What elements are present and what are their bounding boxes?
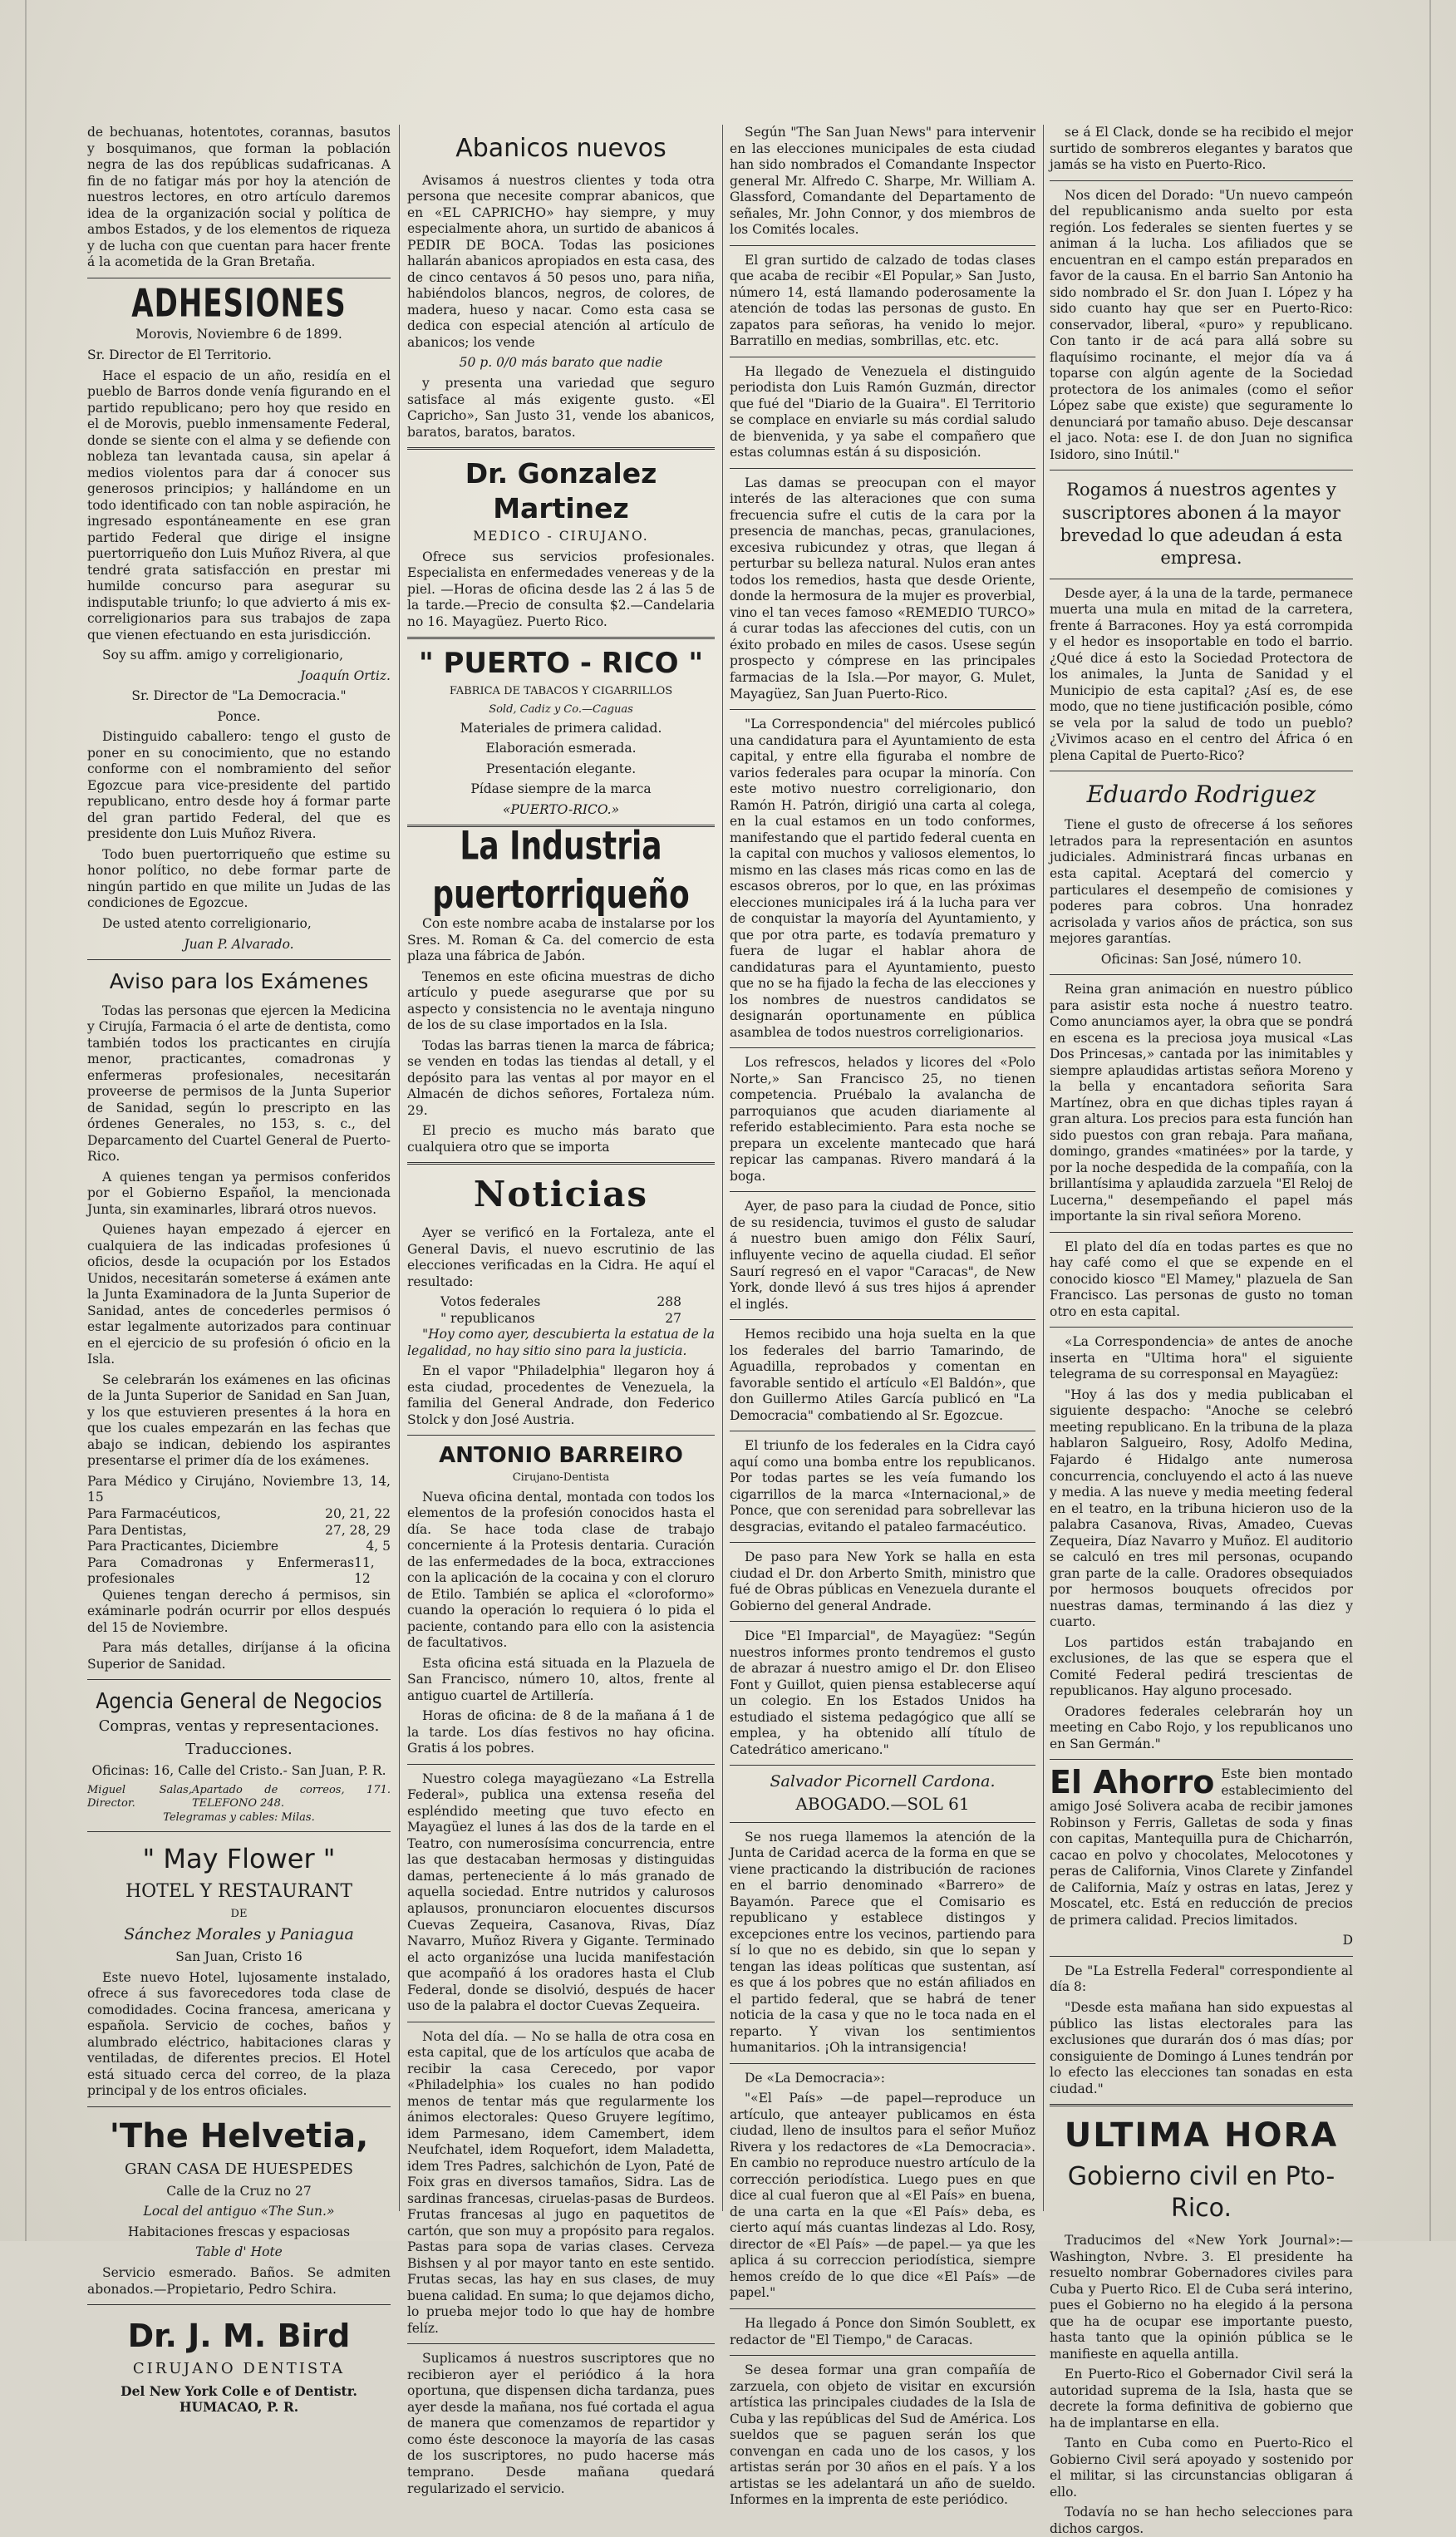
exam-row: [87, 1506, 391, 1523]
divider: [1050, 1759, 1353, 1760]
ad-heading-abanicos: Abanicos nuevos: [455, 134, 667, 163]
article-text: Tenemos en este oficina muestras de dicho artículo y puede asegurarse que por su aspecto y consistencia no le aventaja ninguno de los de su clase importados en la Isla.: [407, 968, 715, 1033]
ad-subtitle: GRAN CASA DE HUESPEDES: [124, 2160, 353, 2179]
ad-line: Elaboración esmerada.: [485, 741, 637, 756]
article-text: "Desde esta mañana han sido expuestas al público las listas electorales para las exclusiones que durarán dos ó mas días; por consiguiente de Domingo á Lunes tendrán por lo efecto las elecciones tan sonadas en esta ciudad.": [1050, 1999, 1353, 2096]
article-text: Los refrescos, helados y licores del «Polo Norte,» San Francisco 25, no tienen competencia. Pruébalo la avalancha de parroquianos que acuden diariamente al referido establecimiento. Para esta noche se prepara un excelente mantecado que hará repicar las campanas. Rivero mandará á la boga.: [730, 1055, 1035, 1184]
ad-text: Avisamos á nuestros clientes y toda otra persona que necesite comprar abanicos, que en «EL CAPRICHO» hay siempre, y muy especialmente ahora, un surtido de abanicos á PEDIR DE BOCA. Todas las posiciones hallarán abanicos apropiados en esta casa, des de cinco centavos á 50 pesos uno, para niña, habiéndolos blancos, negros, de colores, de madera, hueso y nacar. Como esta casa se dedica con especial atención al artículo de abanicos; los vende: [407, 172, 715, 350]
letter-text: Todo buen puertorriqueño que estime su honor político, no debe formar parte de ningún partido en que milite un Judas de las condiciones de Egozcue.: [87, 846, 391, 911]
ad-heading-helvetia: 'The Helvetia,: [109, 2116, 369, 2155]
divider: [730, 2308, 1035, 2309]
ad-director: Miguel Salas, Director.: [87, 1783, 192, 1810]
section-heading-adhesiones: ADHESIONES: [131, 281, 347, 327]
article-intro: De «La Democracia»:: [745, 2070, 886, 2086]
letter-closing: De usted atento correligionario,: [102, 916, 312, 931]
divider: [730, 1822, 1035, 1823]
exam-schedule: [87, 1474, 391, 1588]
ad-note: Local del antiguo «The Sun.»: [143, 2204, 335, 2219]
vote-label: Votos federales: [440, 1294, 541, 1310]
ad-subtitle: CIRUJANO DENTISTA: [132, 2359, 346, 2377]
salutation: Sr. Director de "La Democracia.": [131, 688, 347, 704]
ad-subtitle: Traducciones.: [185, 1740, 293, 1758]
divider: [1050, 974, 1353, 975]
article-text: Ha llegado á Ponce don Simón Soublett, ex redactor de "El Tiempo," de Caracas.: [730, 2316, 1035, 2347]
exam-label: Para Farmacéuticos,: [87, 1506, 221, 1521]
article-text: Nota del día. — No se halla de otra cosa en esta capital, que de los artículos que acaba de recibir la casa Cerecedo, por vapor «Philadelphia» los cuales no han podido menos de tentar más que regularmente los ánimos electorales: Queso Gruyere legítimo, idem Parmesano, idem Camembert, idem Neufchatel, idem Roquefort, idem Maladetta, idem Tres Padres, salchichón de Lyon, Paté de Foix gras en diversos tamaños, Sidra. Las de sardinas francesas, ciruelas-pasas de Burdeos. Frutas francesas al jugo en paquetitos de cartón, que son muy a propósito para regalos. Pastas para sopa de varias clases. Cerveza Bishsen y al por mayor tanto en este sentido. Frutas secas, las hay en sus clases, de muy buena calidad. En suma; lo que dejamos dicho, lo prueba mejor todo lo que hay de hombre felíz.: [407, 2028, 715, 2336]
ad-subtitle: Sold, Cadiz y Co.—Caguas: [489, 702, 633, 716]
divider: [87, 2106, 391, 2107]
article-text: El gran surtido de calzado de todas clases que acaba de recibir «El Popular,» San Justo, número 14, está llamando poderosamente la atención de todas las personas de gusto. En zapatos para señoras, ha venido lo mejor. Barratillo en medias, sombrillas, etc. etc.: [730, 252, 1035, 349]
notice-text: Quienes hayan empezado á ejercer en cualquiera de las indicadas profesiones ú oficios, desde la ocupación por los Estados Unidos, necesitarán someterse á exámen ante la Junta Examinadora de la Junta Superior de Sanidad, antes de concederles permisos ó estar legalmente autorizados para continuar en el ejercicio de su profesión ó oficio en la Isla.: [87, 1222, 391, 1367]
exam-row: [87, 1539, 391, 1555]
divider: [730, 2355, 1035, 2356]
article-text: "Hoy á las dos y media publicaban el siguiente despacho: "Anoche se celebró meeting republicano. En la tribuna de la plaza hablaron Salgueiro, Rosy, Adolfo Medina, Fajardo é Hidalgo ante numerosa concurrencia, concluyendo el acto á las nueve y media. A las nueve y media meeting federal en el teatro, en la tribuna hicieron uso de la palabra Casanova, Rivas, Amadeo, Cuevas Zequeira, Díaz Navarro y Muñoz. El auditorio se calculó en tres mil personas, ocupando gran parte de la calle. Oradores obsequiados por hermosos bouquets ofrecidos por nuestras damas, terminando á las diez y cuarto.: [1050, 1387, 1353, 1630]
divider: [407, 2343, 715, 2344]
divider: [730, 2063, 1035, 2064]
dateline: Morovis, Noviembre 6 de 1899.: [135, 327, 342, 342]
divider: [730, 1542, 1035, 1543]
divider: [87, 959, 391, 960]
ad-text: Esta oficina está situada en la Plazuela de San Francisco, número 10, altos, frente al antiguo cuartel de Artillería.: [407, 1655, 715, 1703]
divider: [87, 1679, 391, 1680]
signature: Juan P. Alvarado.: [184, 936, 294, 952]
film-scratch: [1429, 0, 1431, 2241]
article-text: Oradores federales celebrarán hoy un meeting en Cabo Rojo, y los republicanos uno en San Germán.": [1050, 1703, 1353, 1751]
section-heading-ultima-hora: ULTIMA HORA: [1064, 2116, 1339, 2155]
ad-heading-gonzalez: Dr. Gonzalez Martinez: [465, 457, 657, 525]
ad-text: Horas de oficina: de 8 de la mañana á 1 de la tarde. Los días festivos no hay oficina. Gratis á los pobres.: [407, 1708, 715, 1756]
ad-line: Pídase siempre de la marca: [470, 781, 652, 797]
article-text: "La Correspondencia" del miércoles publicó una candidatura para el Ayuntamiento de esta capital, y entre ella figuraba el nombre de varios federales para ocupar la minoría. Con este motivo nuestro correligionario, don Ramón H. Patrón, dirigió una carta al colega, en la cual estamos en un todo conformes, manifestando que el partido federal cuenta en la capital con muchos y valiosos elementos, lo mismo en las clases más ricas como en las de escasos obreros, por lo que, en las próximas elecciones municipales irá á la lucha para ver de conquistar la mayoría del Ayuntamiento, y que por otra parte, es todavía prematuro y fuera de lugar el hablar ahora de candidaturas para el Ayuntamiento, puesto que no se ha fijado la fecha de las elecciones y los nombres de nuestros candidatos se designarán oportunamente en pública asamblea de todos nuestros correligionarios.: [730, 717, 1035, 1040]
ad-heading-puerto-rico: " PUERTO - RICO ": [418, 647, 704, 681]
ad-owners: Sánchez Morales y Paniagua: [124, 1925, 354, 1944]
divider: [1050, 1232, 1353, 1233]
exam-row: [87, 1474, 391, 1506]
ad-mark: D: [1342, 1933, 1353, 1948]
ad-text: Servicio esmerado. Baños. Se admiten abonados.—Propietario, Pedro Schira.: [87, 2265, 391, 2297]
divider: [87, 2304, 391, 2305]
letter-text: Hace el espacio de un año, residía en el pueblo de Barros donde venía figurando en el partido republicano; pero hoy que resido en el de Morovis, pueblo inmensamente Federal, donde se siente con el alma y se defiende con nobleza tan levantada causa, sin apelar á medios violentos para dar á conocer sus generosos principios; y hallándome en un todo identificado con tan noble aspiración, he ingresado espontáneamente en ese gran partido Federal que dirige el insigne puertorriqueño don Luis Muñoz Rivera, al que tendré grata satisfacción en prestar mi humilde concurso para asegurar su indisputable triunfo; lo que advierto á mis ex-correligionarios para sus trabajos de zapa que vienen efectuando en esta jurisdicción.: [87, 367, 391, 643]
column-3: [730, 125, 1035, 2508]
ad-subtitle: Compras, ventas y representaciones.: [98, 1717, 380, 1735]
vote-row: [407, 1294, 715, 1311]
exam-label: Para Comadronas y Enfermeras profesionales: [87, 1554, 355, 1587]
article-text: En Puerto-Rico el Gobernador Civil será la autoridad suprema de la Isla, hasta que se decrete la forma definitiva de gobierno que ha de implantarse en ella.: [1050, 2367, 1353, 2431]
article-text: Traducimos del «New York Journal»:—Washington, Nvbre. 3. El presidente ha resuelto nombrar Gobernadores civiles para Cuba y Puerto Rico. El de Cuba será interino, pues el Gobierno no ha elegido á la persona que ha de ocupar ese importante puesto, hasta tanto que la opinión pública se le manifieste en aquella antilla.: [1050, 2233, 1353, 2362]
ad-price: 50 p. 0/0 más barato que nadie: [459, 355, 663, 371]
article-text: Nos dicen del Dorado: "Un nuevo campeón del republicanismo anda suelto por esta región. Los federales se sienten fuertes y se animan á la lucha. Los afiliados que se encuentran en el campo están preparados en favor de la causa. En el barrio San Antonio ha sido nombrado el Sr. don Juan I. López y ha sido cuanto hay que ser en Puerto-Rico: conservador, liberal, «puro» y republicano. Con tanto ir de acá para allá sobre su flaquísimo rocinante, el mejor día va á toparse con algún agente de la Sociedad protectora de los animales (como el señor López sabe que existe) que seguramente lo denunciará por tamaño abuso. Deje descansar el jaco. Nota: ese I. de don Juan no significa Isidoro, sino Inútil.": [1050, 187, 1353, 462]
article-text: Hemos recibido una hoja suelta en la que los federales del barrio Tamarindo, de Aguadilla, reprobados y comentan en favorable sentido el artículo «El Baldón», que don Guillermo Atiles García publicó en "La Democracia" combatiendo al Sr. Egozcue.: [730, 1327, 1035, 1423]
ad-text: y presenta una variedad que seguro satisface al más exigente gusto. «El Capricho», San Justo 31, vende los abanicos, baratos, baratos, baratos.: [407, 375, 715, 440]
lawyer-name: Salvador Picornell Cardona.: [770, 1772, 996, 1791]
ad-line: «PUERTO-RICO.»: [502, 801, 620, 817]
article-text: De paso para New York se halla en esta ciudad el Dr. don Arberto Smith, ministro que fué de Obras públicas en Venezuela durante el Gobierno del general Andrade.: [730, 1549, 1035, 1613]
ad-text: Ofrece sus servicios profesionales. Especialista en enfermedades venereas y de la piel. —Horas de oficina desde las 2 á las 5 de la tarde.—Precio de consulta $2.—Candelaria no 16. Mayagüez. Puerto Rico.: [407, 549, 715, 629]
quote-text: "Hoy como ayer, descubierta la estatua de la legalidad, no hay sitio sino para la justicia.: [407, 1327, 715, 1358]
film-scratch: [25, 0, 27, 2241]
article-text: se á El Clack, donde se ha recibido el mejor surtido de sombreros elegantes y baratos que jamás se ha visto en Puerto-Rico.: [1050, 125, 1353, 173]
column-rule: [1043, 125, 1044, 2211]
divider: [407, 1764, 715, 1765]
divider: [730, 1319, 1035, 1320]
column-2: [407, 125, 715, 2496]
letter-closing: Soy su affm. amigo y correligionario,: [102, 648, 344, 663]
divider: [730, 1047, 1035, 1048]
divider: [1050, 1327, 1353, 1328]
notice-text: Para más detalles, diríjanse á la oficina Superior de Sanidad.: [87, 1640, 391, 1672]
exam-row: [87, 1555, 391, 1588]
article-text: Ha llegado de Venezuela el distinguido periodista don Luis Ramón Guzmán, director que fué del "Diario de la Guaira". El Territorio se complace en enviarle su más cordial saludo de bienvenida, y ya sabe el compañero que estas columnas están á su disposición.: [730, 363, 1035, 461]
exam-label: Para Practicantes, Diciembre: [87, 1539, 279, 1554]
vote-label: " republicanos: [440, 1310, 535, 1326]
notice-text: A quienes tengan ya permisos conferidos por el Gobierno Español, la mencionada Junta, sin examinarles, librará otros nuevos.: [87, 1169, 391, 1217]
section-heading-aviso: Aviso para los Exámenes: [109, 969, 369, 994]
vote-row: [407, 1311, 715, 1328]
divider: [1050, 2104, 1353, 2106]
ad-subtitle: HOTEL Y RESTAURANT: [125, 1881, 353, 1903]
ad-college: Del New York Colle e of Dentistr. HUMACAO, P. R.: [121, 2382, 357, 2416]
article-text: Se nos ruega llamemos la atención de la Junta de Caridad acerca de la forma en que se viene practicando la distribución de raciones en el barrio denominado «Barrero» de Bayamón. Parece que el Comisario es republicano y establece distingos y excepciones entre los vecinos, partiendo para sí lo que no es debido, sin que lo sepan y tengan las ideas políticas que sustentan, así es que á los pobres que no están afiliados en el partido federal, que se habrá de tener noticia de la casa y que no le toca nada en el reparto. Y vivan los sentimientos humanitarios. ¡Oh la intransigencia!: [730, 1829, 1035, 2056]
article-text: Los partidos están trabajando en exclusiones, de las que se espera que el Comité Federal pedirá trescientas de republicanos. Hay alguno procesado.: [1050, 1634, 1353, 1699]
ad-ahorro: [1050, 1766, 1353, 1949]
ad-subtitle: FABRICA DE TABACOS Y CIGARRILLOS: [449, 685, 673, 698]
exam-label: Para Médico y Cirujáno, Noviembre 13, 14, 15: [87, 1473, 391, 1505]
article-text: Desde ayer, á la una de la tarde, permanece muerta una mula en mitad de la carretera, frente á Barracones. Hoy ya está corrompida y el hedor es insoportable en todo el barrio. ¿Qué dice á esto la Sociedad Protectora de los animales, la Junta de Sanidad y el Municipio de esta capital? ¿Así es, de ese modo, que no tiene justificación posible, cómo se vela por la salud de todo un pueblo? ¿Vivimos acaso en el centro del África ó en plena Capital de Puerto-Rico?: [1050, 585, 1353, 763]
article-text: Con este nombre acaba de instalarse por los Sres. M. Roman & Ca. del comercio de esta plaza una fábrica de Jabón.: [407, 916, 715, 964]
article-text: En el vapor "Philadelphia" llegaron hoy á esta ciudad, procedentes de Venezuela, la familia del General Andrade, don Federico Stolck y don José Austria.: [407, 1363, 715, 1427]
ad-heading-bird: Dr. J. M. Bird: [127, 2318, 351, 2355]
section-heading-noticias: Noticias: [473, 1174, 649, 1215]
ad-address: Oficinas: San José, número 10.: [1100, 951, 1302, 967]
ad-line: Presentación elegante.: [485, 761, 637, 776]
divider: [730, 1621, 1035, 1622]
article-text: Tanto en Cuba como en Puerto-Rico el Gobierno Civil será apoyado y sostenido por el militar, si las circunstancias obligaran á ello.: [1050, 2436, 1353, 2500]
ad-subtitle: Cirujano-Dentista: [512, 1471, 610, 1485]
divider: [730, 1765, 1035, 1766]
article-text: Nuestro colega mayagüezano «La Estrella Federal», publica una extensa reseña del espléndido meeting que tuvo efecto en Mayagüez el lunes á las dos de la tarde en el Teatro, con numerosísima concurrencia, entre las que destacaban hermosas y distinguidas damas, perteneciente á lo más granado de aquella sociedad. Entre nutridos y calurosos aplausos, pronunciaron elocuentes discursos Cuevas Zequeira, Casanova, Rivas, Díaz Navarro, Muñoz Rivera y Gigante. Terminado el acto organizóse una lucida manifestación que acompañó á los oradores hasta el Club Federal, donde se disolvió, después de hacer uso de la palabra el doctor Cuevas Zequeira.: [407, 1771, 715, 2014]
article-intro: De "La Estrella Federal" correspondiente al día 8:: [1050, 1963, 1353, 1995]
column-rule: [722, 125, 723, 2211]
article-text: Las damas se preocupan con el mayor interés de las alteraciones que con suma frecuencia sufre el cutis de la cara por la presencia de manchas, pecas, granulaciones, excesiva rubicundez y otras, que llegan á perturbar su belleza natural. Nulos eran antes todos los remedios, hasta que desde Oriente, donde la hermosura de la mujer es proverbial, vino el tan veces famoso «REMEDIO TURCO» á curar todas las afecciones del cutis, con un éxito probado en miles de casos. Usese según prospecto y cómprese en las principales farmacias de la Isla.—Por mayor, G. Mulet, Mayagüez, San Juan Puerto-Rico.: [730, 475, 1035, 702]
article-text: Reina gran animación en nuestro público para asistir esta noche á nuestro teatro. Como anunciamos ayer, la obra que se pondrá en escena es la preciosa joya musical «Las Dos Princesas,» cantada por las inimitables y siempre aplaudidas artistas señora Moreno y la bella y encantadora señorita Sara Martínez, obra en que dichas tiples rayan á gran altura. Los precios para esta función han sido puestos con gran rebaja. Para mañana, domingo, grandes «matinées» por la tarde, y por la noche despedida de la compañía, con la brillantísima y aplaudida zarzuela "El Reloj de Lucerna," desempeñando el papel más importante la sin rival señora Moreno.: [1050, 982, 1353, 1224]
exam-days: 11, 12: [354, 1554, 375, 1587]
notice-text: Todas las personas que ejercen la Medicina y Cirujía, Farmacia ó el arte de dentista, como también todos los practicantes en cirujía menor, practicantes, comadronas y enfermeras profesionales, necesitarán proveerse de permisos de la Junta Superior de Sanidad, según lo prescripto en las órdenes Generales, no 153, s. c., del Deparcamento del Cuartel General de Puerto-Rico.: [87, 1002, 391, 1165]
signature: Joaquín Ortiz.: [300, 668, 391, 683]
divider: [1050, 180, 1353, 181]
column-rule: [399, 125, 400, 2211]
ad-contact: Apartado de correos, 171. TELEFONO 248.: [191, 1783, 391, 1810]
vote-count: 27: [665, 1310, 681, 1326]
exam-days: 20, 21, 22: [325, 1506, 391, 1521]
divider: [87, 1831, 391, 1832]
exam-label: Para Dentistas,: [87, 1522, 187, 1538]
article-text: de bechuanas, hotentotes, corannas, basutos y bosquimanos, que forman la población negra de las dos repúblicas sudafricanas. A fin de no fatigar más por hoy la atención de nuestros lectores, en otro artículo daremos idea de la organización social y política de ambos Estados, y de los elementos de riqueza y de lucha con que cuentan para hacer frente á la acometida de la Gran Bretaña.: [87, 125, 391, 270]
ad-note: Table d' Hote: [195, 2244, 283, 2260]
divider: [730, 709, 1035, 710]
ad-heading-barreiro: ANTONIO BARREIRO: [439, 1443, 683, 1469]
exam-days: 27, 28, 29: [325, 1522, 391, 1538]
divider: [407, 447, 715, 450]
ad-telegram: Telegramas y cables: Milas.: [163, 1810, 315, 1824]
ad-heading-ahorro: El Ahorro: [1050, 1764, 1215, 1801]
ad-heading-eduardo: Eduardo Rodriguez: [1086, 781, 1316, 809]
vote-count: 288: [657, 1294, 681, 1310]
article-text: Ayer se verificó en la Fortaleza, ante el General Davis, el nuevo escrutinio de las elecciones verificadas en la Cidra. He aquí el resultado:: [407, 1225, 715, 1289]
article-text: El precio es mucho más barato que cualquiera otro que se importa: [407, 1123, 715, 1155]
ad-heading-agencia: Agencia General de Negocios: [96, 1689, 382, 1715]
lawyer-role: ABOGADO.—SOL 61: [795, 1794, 970, 1815]
article-text: Todavía no se han hecho selecciones para dichos cargos.: [1050, 2505, 1353, 2536]
section-subheading-gobierno: Gobierno civil en Pto-Rico.: [1067, 2162, 1335, 2224]
divider: [730, 1191, 1035, 1192]
article-text: Según "The San Juan News" para intervenir en las elecciones municipales de esta ciudad han sido nombrados el Comandante Inspector general Mr. Alfredo C. Sharpe, Mr. William A. Glassford, Comandante del Departamento de señales, Mr. John Connor, y dos miembros de los Comités locales.: [730, 125, 1035, 238]
divider: [407, 1435, 715, 1436]
article-text: El plato del día en todas partes es que no hay café como el que se expende en el conocido kiosco "El Mamey," plazuela de San Francisco. Las personas de gusto no toman otro en esta capital.: [1050, 1239, 1353, 1319]
ad-contact-row: [87, 1784, 391, 1811]
article-text: "«El País» —de papel—reproduce un artículo, que anteayer publicamos en ésta ciudad, lleno de insultos para el señor Muñoz Rivera y los redactores de «La Democracia». En cambio no reproduce nuestro artículo de la corrección periodística. Luego pues en que dice al cual fueron que al «El País» en buena, de una carta en la que «El País» deba, es cierto aquí más cuantas lindezas al Ldo. Rosy, director de «El País» —de papel.— ya que les aplica á su correccion periodística, siempre hemos creído de lo que dice «El País» —de papel.": [730, 2091, 1035, 2301]
article-text: «La Correspondencia» de antes de anoche inserta en "Ultima hora" el siguiente telegrama de su corresponsal en Mayagüez:: [1050, 1334, 1353, 1382]
article-text: Dice "El Imparcial", de Mayagüez: "Según nuestros informes pronto tendremos el gusto de abrazar á nuestro amigo el Dr. don Eliseo Font y Guillot, quien piensa establecerse aquí un colegio. En los Estados Unidos ha estudiado el sistema pedagógico que allí se emplea, y ha obtenido allí título de Catedrático americano.": [730, 1628, 1035, 1757]
ad-address: Oficinas: 16, Calle del Cristo.- San Juan, P. R.: [91, 1763, 386, 1779]
ad-place: San Juan, Cristo 16: [175, 1949, 303, 1965]
article-text: Suplicamos á nuestros suscriptores que no recibieron ayer el periódico á la hora oportuna, que dispensen dicha tardanza, pues ayer desde la mañana, nos fué cortada el agua de manera que comenzamos de repartidor y como éste desconoce la mayoría de las casas de los suscriptores, no pudo hacerse más temprano. Desde mañana quedará regularizado el servicio.: [407, 2351, 715, 2496]
ad-text: Este bien montado establecimiento del amigo José Solivera acaba de recibir jamones Robinson y Ferris, Galletas de soda y finas con capitas, Mantequilla pura de Chicharrón, cacao en polvo y chocolates, Melocotones y peras de California, Vinos Clarete y Zinfandel de California, Maíz y ostras en latas, Jerez y Moscatel, etc. Está en reducción de precios de primera calidad. Precios limitados.: [1050, 1766, 1353, 1928]
notice-text: Se celebrarán los exámenes en las oficinas de la Junta Superior de Sanidad en San Juan, y los que estuvieren presentes á la hora en que los cuales empezarán en las fechas que abajo se indican, debiendo los aspirantes presentarse el primer día de los exámenes.: [87, 1372, 391, 1469]
divider: [407, 637, 715, 639]
exam-row: [87, 1523, 391, 1539]
place: Ponce.: [217, 708, 261, 724]
article-text: Todas las barras tienen la marca de fábrica; se venden en todas las tiendas al detall, y el depósito para las ventas al por mayor en el Almacén de dichos señores, Fortaleza núm. 29.: [407, 1037, 715, 1118]
ad-subtitle: MEDICO - CIRUJANO.: [473, 529, 649, 544]
divider: [407, 1162, 715, 1165]
ad-connector: DE: [230, 1907, 248, 1920]
ad-heading-mayflower: " May Flower ": [142, 1842, 336, 1874]
divider: [730, 468, 1035, 469]
ad-note: Habitaciones frescas y espaciosas: [127, 2224, 351, 2239]
column-4: [1050, 125, 1353, 2536]
ad-text: Tiene el gusto de ofrecerse á los señores letrados para la representación en asuntos judiciales. Administrará fincas urbanas en esta capital. Aceptará del comercio y particulares el desempeño de comisiones y poderes para cobros. Una honradez acrisolada y varios años de práctica, son sus mejores garantías.: [1050, 817, 1353, 947]
article-text: Se desea formar una gran compañía de zarzuela, con objeto de visitar en excursión artística las principales ciudades de la Isla de Cuba y las repúblicas del Sud de América. Los sueldos que se paguen serán los que convengan en cada uno de los casos, y los artistas serán por 30 años en el país. Y a los artistas se les adelantará un año de sueldo. Informes en la imprenta de este periódico.: [730, 2362, 1035, 2508]
salutation: Sr. Director de El Territorio.: [87, 347, 272, 362]
column-1: [87, 125, 391, 2416]
article-text: Ayer, de paso para la ciudad de Ponce, sitio de su residencia, tuvimos el gusto de saludar á nuestro buen amigo don Félix Saurí, influyente vecino de aquella ciudad. El señor Saurí regresó en el vapor "Caracas", de New York, donde llevó á sus tres hijos á aprender el inglés.: [730, 1199, 1035, 1312]
ad-heading-industria: La Industria puertorriqueño: [432, 825, 690, 919]
divider: [730, 245, 1035, 246]
notice-text: Quienes tengan derecho á permisos, sin exáminarle podrán ocurrir por ellos después del 15 de Noviembre.: [87, 1587, 391, 1635]
divider: [1050, 1956, 1353, 1957]
letter-text: Distinguido caballero: tengo el gusto de poner en su conocimiento, que no estando conforme con el nombramiento del señor Egozcue para vice-presidente del partido republicano, entro desde hoy á formar parte del gran partido Federal, del que es presidente don Luis Muñoz Rivera.: [87, 729, 391, 842]
ad-address: Calle de la Cruz no 27: [166, 2183, 312, 2199]
ad-text: Este nuevo Hotel, lujosamente instalado, ofrece á sus favorecedores toda clase de comodidades. Cocina francesa, americana y española. Servicio de coches, baños y alumbrado eléctrico, habitaciones claras y ventiladas, de diferentes precios. El Hotel está situado cerca del correo, de la plaza principal y de los entros oficiales.: [87, 1969, 391, 2099]
ad-line: Materiales de primera calidad.: [460, 720, 662, 736]
notice-heading-rogamos: Rogamos á nuestros agentes y suscriptores abonen á la mayor brevedad lo que adeudan á esta empresa.: [1060, 480, 1343, 569]
ad-text: Nueva oficina dental, montada con todos los elementos de la profesión conocidos hasta el día. Se hace toda clase de trabajo concerniente á la Protesis dentaria. Curación de las enfermedades de la boca, extracciones con la aplicación de la cocaina y con el cloruro de Etilo. También se aplica el «cloroformo» cuando la operación lo requiera ó lo pida el paciente, contando para ello con la asistencia de facultativos.: [407, 1489, 715, 1651]
exam-days: 4, 5: [366, 1539, 391, 1554]
article-text: El triunfo de los federales en la Cidra cayó aquí como una bomba entre los republicanos. Por todas partes se les veía fumando los cigarrillos de la marca «Internacional,» de Ponce, que con serenidad para sobrellevar las desgracias, evitando el pataleo farmacéutico.: [730, 1438, 1035, 1535]
